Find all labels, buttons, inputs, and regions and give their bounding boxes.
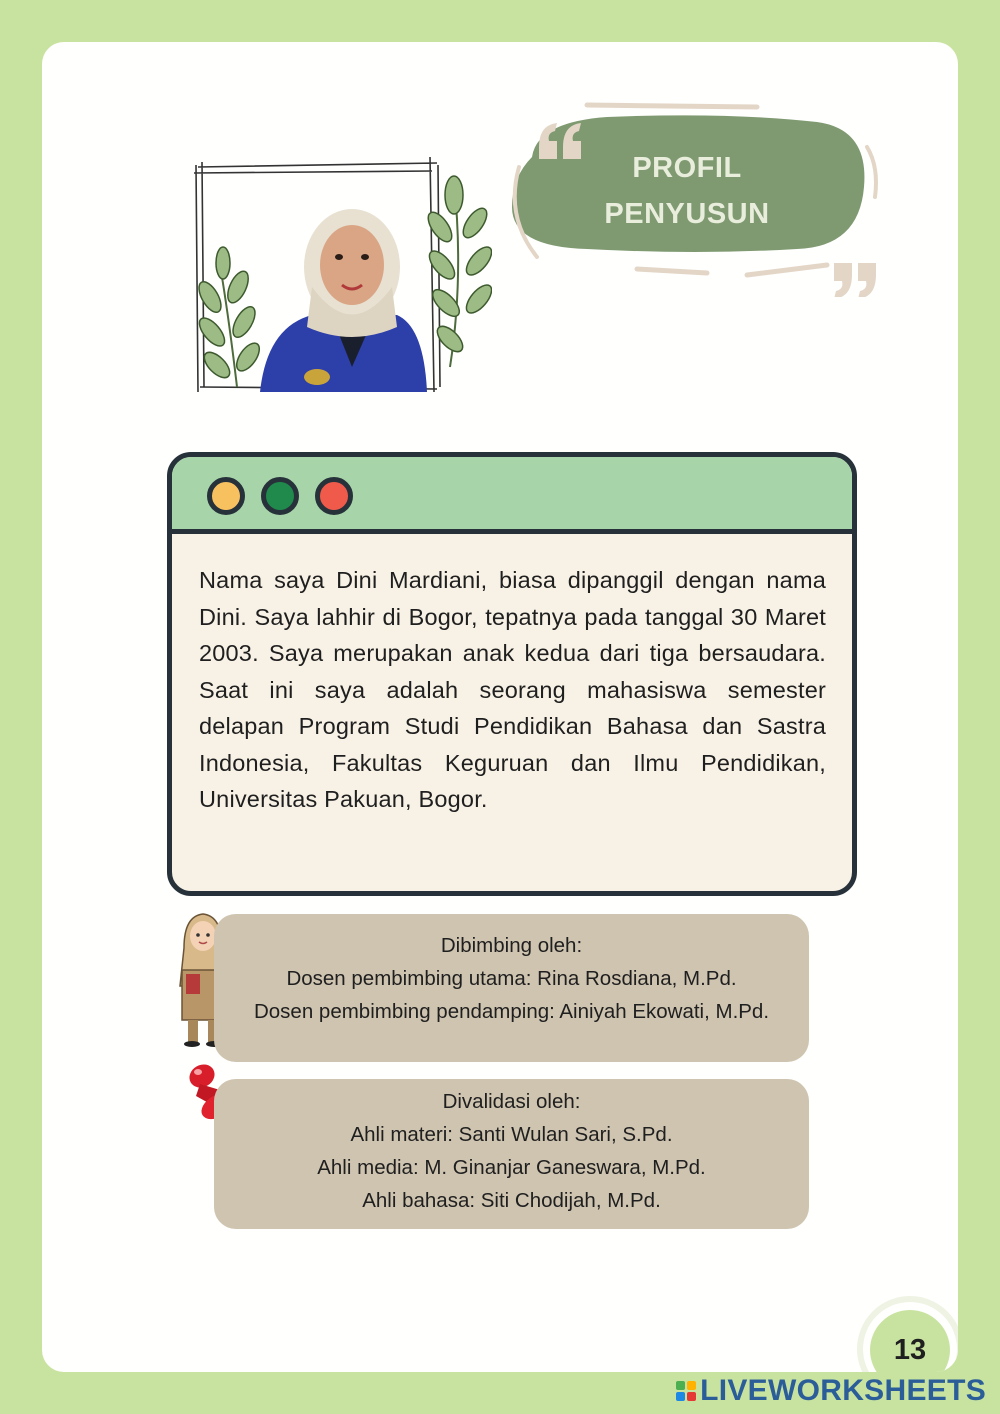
bio-text: Nama saya Dini Mardiani, biasa dipanggil dengan nama Dini. Saya lahhir di Bogor, tepatnya pada tanggal 30 Maret 2003. Saya merupakan anak kedua dari tiga bersaudara. Saat ini saya adalah seorang mahasiswa semester delapan Program Studi Pendidikan Bahasa dan Sastra Indonesia, Fakultas Keguruan dan Ilmu Pendidikan, Universitas Pakuan, Bogor. [199,567,826,812]
title-line-2: PENYUSUN [604,198,770,230]
supervisor-line: Dosen pembimbing utama: Rina Rosdiana, M.Pd. [286,967,737,990]
close-quote-icon [834,263,876,297]
window-title-bar [172,457,852,534]
liveworksheets-logo-icon [676,1381,696,1401]
title-banner [497,97,897,297]
window-dot-red-icon [315,477,353,515]
leaf-frame-illustration [192,137,492,437]
validator-heading: Divalidasi oleh: [442,1090,581,1113]
supervisor-line: Dosen pembimbing pendamping: Ainiyah Ekowati, M.Pd. [253,1000,770,1023]
validator-box [214,1079,809,1229]
page-title [517,145,857,237]
liveworksheets-brand[interactable] [676,1374,986,1408]
validator-line: Ahli bahasa: Siti Chodijah, M.Pd. [362,1189,661,1212]
page-number: 13 [870,1310,950,1372]
supervisor-heading: Dibimbing oleh: [440,934,583,957]
title-line-1: PROFIL [632,152,742,184]
brand-text: LIVEWORKSHEETS [700,1374,986,1407]
worksheet-page [42,42,958,1372]
author-photo-frame [192,137,492,437]
validator-line: Ahli materi: Santi Wulan Sari, S.Pd. [350,1123,673,1146]
window-dot-yellow-icon [207,477,245,515]
supervisor-box [214,914,809,1062]
window-dot-green-icon [261,477,299,515]
bio-window-card [167,452,857,896]
validator-line: Ahli media: M. Ginanjar Ganeswara, M.Pd. [317,1156,706,1179]
